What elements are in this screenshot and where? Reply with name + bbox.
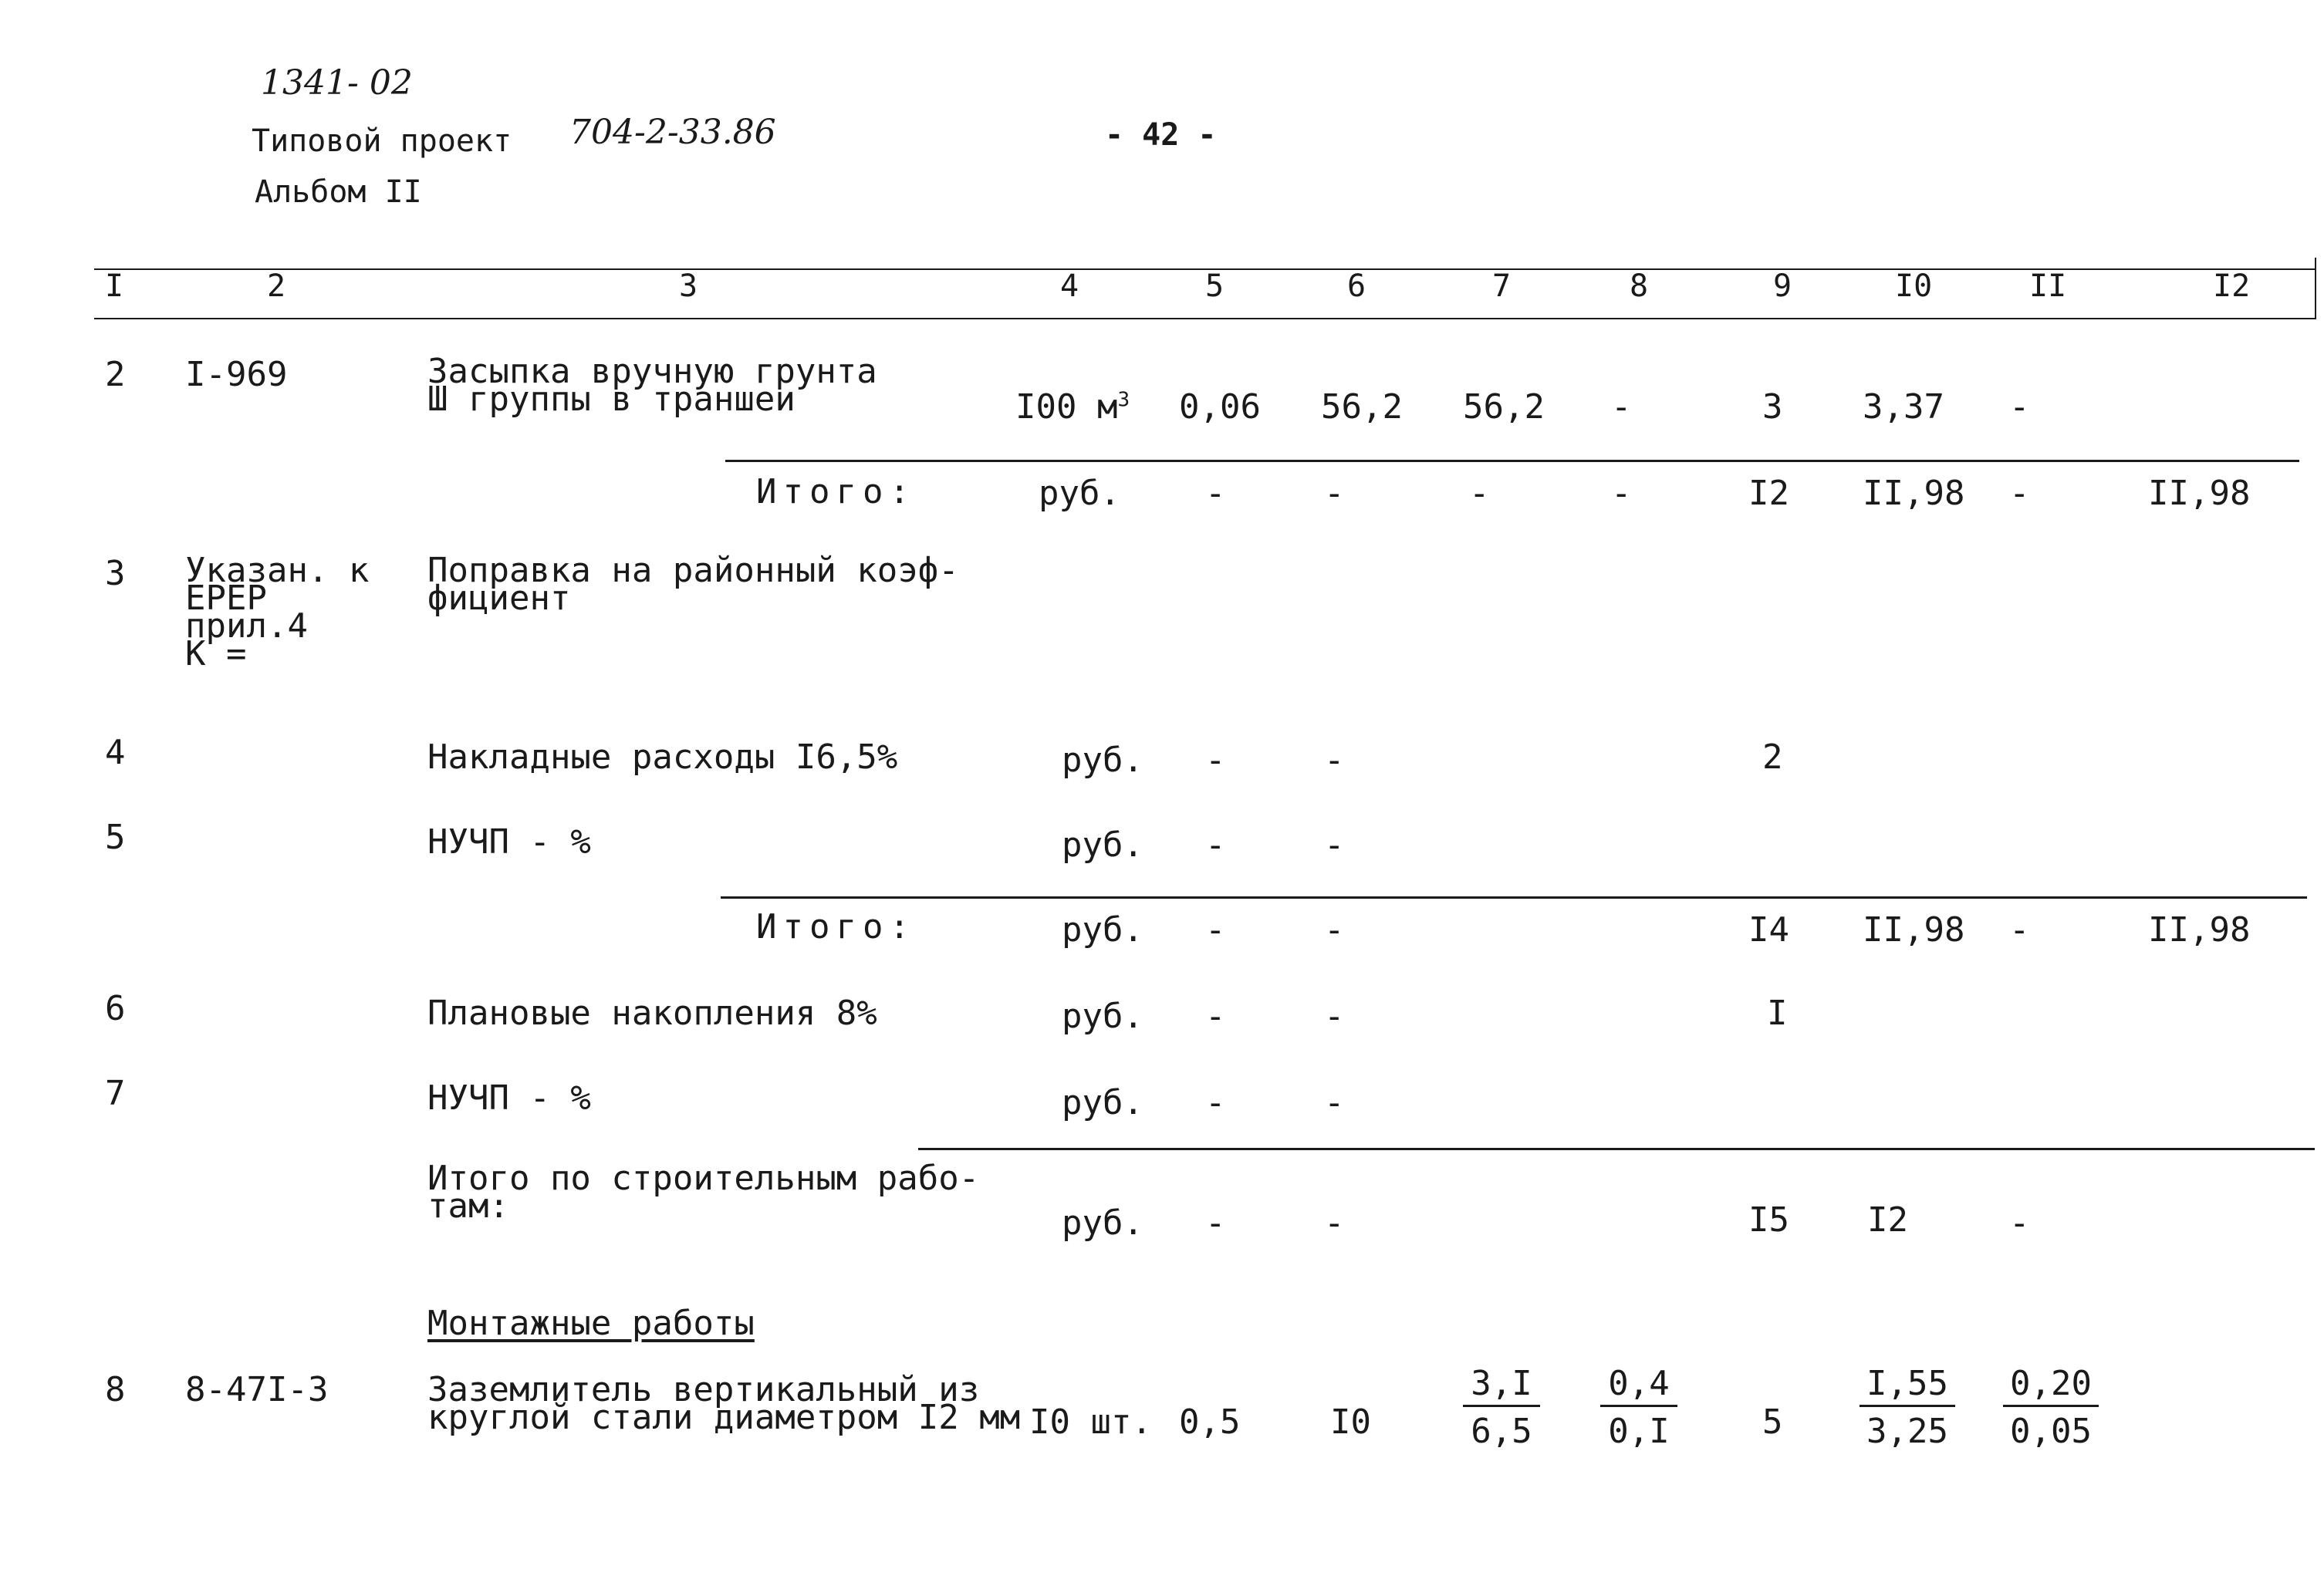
cell-6: - [1324,997,1345,1036]
unit-text: I00 м [1015,387,1118,427]
row-code: Указан. к ЕРЕР прил.4 К = [185,551,370,673]
cell-9: I2 [1748,474,1789,513]
fraction-numerator: I,55 [1860,1364,1955,1407]
fraction-denominator: 0,05 [2010,1412,2092,1451]
cell-7-fraction [1463,1364,1540,1451]
subtotal-label: Итого: [756,472,916,511]
unit-superscript: 3 [1117,388,1130,412]
cell-8: - [1611,387,1632,427]
row-code: I-969 [185,355,288,394]
cell-7: 56,2 [1463,387,1545,427]
row-unit: руб. [1062,741,1143,780]
row-number: 2 [105,355,126,394]
header-right-border [2315,258,2316,319]
cell-11: - [2009,1203,2030,1243]
col-header-6: 6 [1347,268,1366,304]
album-label: Альбом II [255,174,422,210]
cell-5: - [1205,741,1226,780]
cell-6: - [1324,1083,1345,1122]
col-header-8: 8 [1630,268,1649,304]
fraction-denominator: 0,I [1608,1412,1670,1451]
col-header-5: 5 [1205,268,1224,304]
row-description: Поправка на районный коэф- фициент [427,551,959,618]
cell-5: 0,5 [1179,1402,1241,1442]
row-unit [1015,387,1130,427]
cell-7: - [1469,474,1490,513]
col-header-7: 7 [1492,268,1512,304]
row-unit: руб. [1062,1203,1143,1243]
cell-5: - [1205,1083,1226,1122]
cell-5: - [1205,825,1226,865]
page-number: - 42 - [1105,117,1217,153]
subtotal-rule [721,896,2307,899]
cell-5: 0,06 [1179,387,1261,427]
row-description: Заземлитель вертикальный из круглой стали диаметром I2 мм [427,1370,1021,1437]
cell-12: II,98 [2148,910,2251,950]
fraction-denominator: 6,5 [1471,1412,1532,1451]
cell-5: - [1205,474,1226,513]
col-header-3: 3 [679,268,698,304]
project-label: Типовой проект [252,123,512,159]
cell-10-fraction [1860,1364,1955,1451]
cell-9: I [1767,994,1788,1033]
col-header-12: I2 [2213,268,2251,304]
row-unit: руб. [1062,910,1143,950]
section-heading: Монтажные работы [427,1304,755,1343]
row-description: Засыпка вручную грунта Ш группы в траншеи [427,352,877,419]
subtotal-label: Итого: [756,907,916,947]
cell-11: - [2009,387,2030,427]
row-number: 7 [105,1074,126,1113]
cell-11: - [2009,474,2030,513]
construction-total-label: Итого по строительным рабо- там: [427,1159,980,1226]
row-unit: руб. [1062,825,1143,865]
cell-5: - [1205,910,1226,950]
col-header-4: 4 [1060,268,1079,304]
cell-8: - [1611,474,1632,513]
cell-6: I0 [1330,1402,1371,1442]
doc-number: 1341- 02 [261,63,413,103]
cell-10: 3,37 [1863,387,1944,427]
row-number: 5 [105,818,126,857]
cell-6: 56,2 [1321,387,1403,427]
row-unit: руб. [1039,474,1120,513]
row-number: 3 [105,554,126,593]
cell-9: 2 [1762,737,1783,777]
row-description: НУЧП - % [427,822,591,862]
col-header-11: II [2029,268,2067,304]
row-number: 4 [105,733,126,772]
project-number: 704-2-33.86 [569,113,776,152]
cell-6: - [1324,741,1345,780]
cell-11-fraction [2003,1364,2099,1451]
cell-6: - [1324,1203,1345,1243]
row-number: 8 [105,1370,126,1409]
subtotal-rule [725,460,2299,462]
cell-9: 5 [1762,1402,1783,1442]
fraction-denominator: 3,25 [1866,1412,1948,1451]
row-unit: руб. [1062,1083,1143,1122]
row-unit: руб. [1062,997,1143,1036]
fraction-numerator: 0,20 [2003,1364,2099,1407]
cell-11: - [2009,910,2030,950]
total-rule [918,1148,2315,1150]
cell-6: - [1324,825,1345,865]
cell-6: - [1324,910,1345,950]
row-code: 8-47I-3 [185,1370,329,1409]
cell-10: II,98 [1863,474,1965,513]
cell-9: I5 [1748,1200,1789,1240]
header-bottom-rule [94,318,2316,319]
col-header-2: 2 [267,268,286,304]
col-header-9: 9 [1773,268,1792,304]
row-unit: I0 шт. [1029,1402,1152,1442]
cell-10: II,98 [1863,910,1965,950]
col-header-1: I [105,268,124,304]
cell-6: - [1324,474,1345,513]
row-description: Накладные расходы I6,5% [427,737,898,777]
cell-9: 3 [1762,387,1783,427]
cell-10: I2 [1867,1200,1908,1240]
col-header-10: I0 [1895,268,1933,304]
row-description: НУЧП - % [427,1078,591,1118]
cell-9: I4 [1748,910,1789,950]
cell-8-fraction [1600,1364,1677,1451]
cell-12: II,98 [2148,474,2251,513]
row-number: 6 [105,989,126,1028]
row-description: Плановые накопления 8% [427,994,877,1033]
fraction-numerator: 3,I [1463,1364,1540,1407]
cell-5: - [1205,1203,1226,1243]
fraction-numerator: 0,4 [1600,1364,1677,1407]
cell-5: - [1205,997,1226,1036]
